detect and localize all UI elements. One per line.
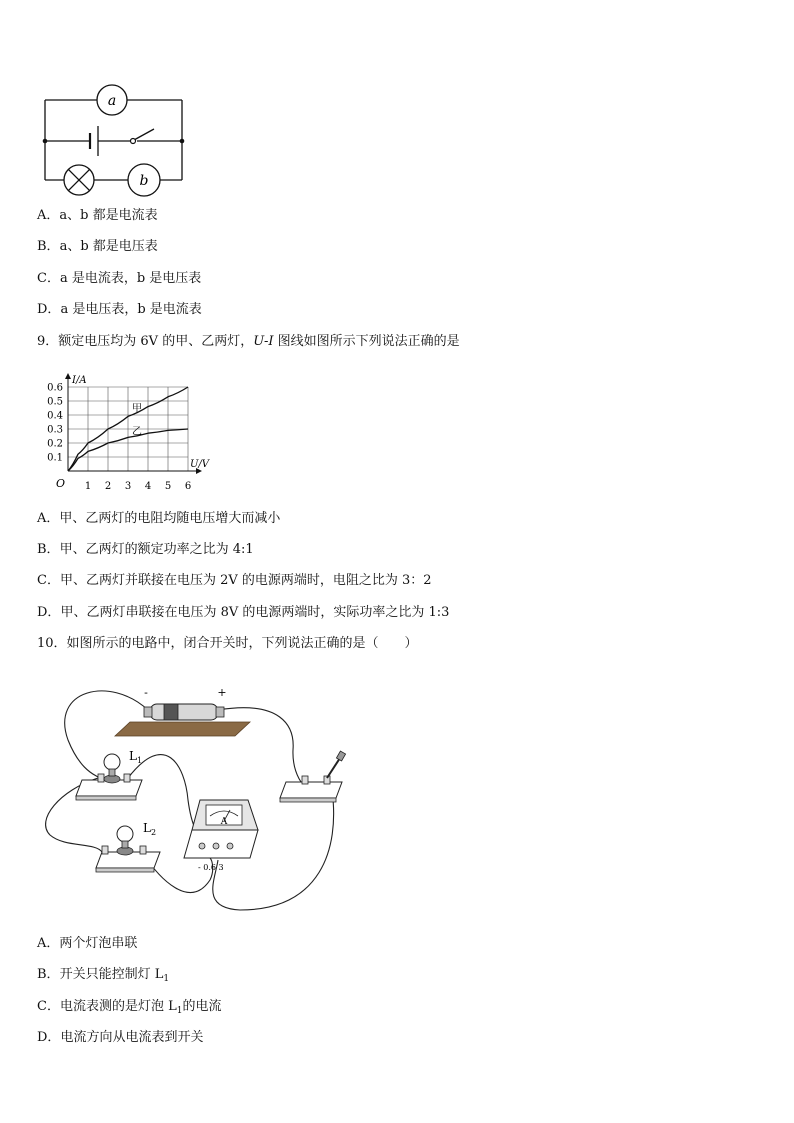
x-tick-label: 6 xyxy=(184,481,192,492)
q10-option-b[interactable]: B．开关只能控制灯 $L_1$ xyxy=(37,967,170,984)
svg-text:+: + xyxy=(217,686,227,699)
q9-option-d[interactable]: D．甲、乙两灯串联接在电压为 8V 的电源两端时，实际功率之比为 1:3 xyxy=(37,605,450,620)
q9-option-b[interactable]: B．甲、乙两灯的额定功率之比为 4:1 xyxy=(37,542,254,557)
svg-text:- 0.6 3: - 0.6 3 xyxy=(198,863,224,872)
x-tick-label: 4 xyxy=(144,481,152,492)
lamp-l1-label: $L_1$ xyxy=(129,749,143,765)
x-tick-label: 2 xyxy=(104,481,112,492)
q9-stem: 9．额定电压均为 6V 的甲、乙两灯，U-I 图线如图所示下列说法正确的是 xyxy=(37,334,460,349)
y-tick-label: 0.2 xyxy=(47,438,63,450)
series-label-jia: 甲 xyxy=(132,403,142,415)
q10-option-c[interactable]: C．电流表测的是灯泡 $L_1$的电流 xyxy=(37,999,222,1016)
q8-option-c[interactable]: C．a 是电流表，b 是电压表 xyxy=(37,271,202,286)
ammeter xyxy=(184,800,258,872)
svg-text:b: b xyxy=(139,173,149,189)
x-tick-label: 3 xyxy=(124,481,132,492)
q9-option-c[interactable]: C．甲、乙两灯并联接在电压为 2V 的电源两端时，电阻之比为 3：2 xyxy=(37,573,432,588)
x-tick-label: 1 xyxy=(84,481,92,492)
lamp-l1 xyxy=(76,749,142,800)
y-axis-arrow xyxy=(65,373,71,379)
series-label-yi: 乙 xyxy=(132,426,142,438)
battery-holder xyxy=(115,686,250,736)
q10-option-a[interactable]: A．两个灯泡串联 xyxy=(37,936,138,951)
svg-text:-: - xyxy=(144,686,148,699)
x-axis-label: U/V xyxy=(190,459,210,470)
q8-option-b[interactable]: B．a、b 都是电压表 xyxy=(37,239,158,254)
q9-option-a[interactable]: A．甲、乙两灯的电阻均随电压增大而减小 xyxy=(37,511,281,526)
y-tick-label: 0.6 xyxy=(47,382,63,394)
q8-option-a[interactable]: A．a、b 都是电流表 xyxy=(37,208,158,223)
meter-b xyxy=(128,164,160,196)
meter-a xyxy=(97,85,127,115)
q8-circuit-diagram xyxy=(38,84,188,199)
origin-label: O xyxy=(56,477,66,490)
q8-option-d[interactable]: D．a 是电压表，b 是电流表 xyxy=(37,302,202,317)
lamp-l2 xyxy=(96,821,160,872)
q10-stem: 10．如图所示的电路中，闭合开关时，下列说法正确的是（ ） xyxy=(37,636,418,651)
y-tick-label: 0.4 xyxy=(47,410,63,422)
y-tick-label: 0.1 xyxy=(47,452,63,464)
q9-ui-chart xyxy=(40,365,210,495)
q10-option-d[interactable]: D．电流方向从电流表到开关 xyxy=(37,1030,204,1045)
y-tick-label: 0.5 xyxy=(47,396,63,408)
switch-pivot xyxy=(131,139,136,144)
x-tick-label: 5 xyxy=(164,481,172,492)
lamp-symbol xyxy=(64,165,94,195)
svg-text:A: A xyxy=(220,817,228,827)
lamp-l2-label: $L_2$ xyxy=(143,821,157,837)
svg-text:a: a xyxy=(107,93,117,109)
q10-circuit-illustration xyxy=(40,680,360,920)
y-axis-label: I/A xyxy=(72,375,87,386)
y-tick-label: 0.3 xyxy=(47,424,63,436)
knife-switch xyxy=(280,751,346,802)
